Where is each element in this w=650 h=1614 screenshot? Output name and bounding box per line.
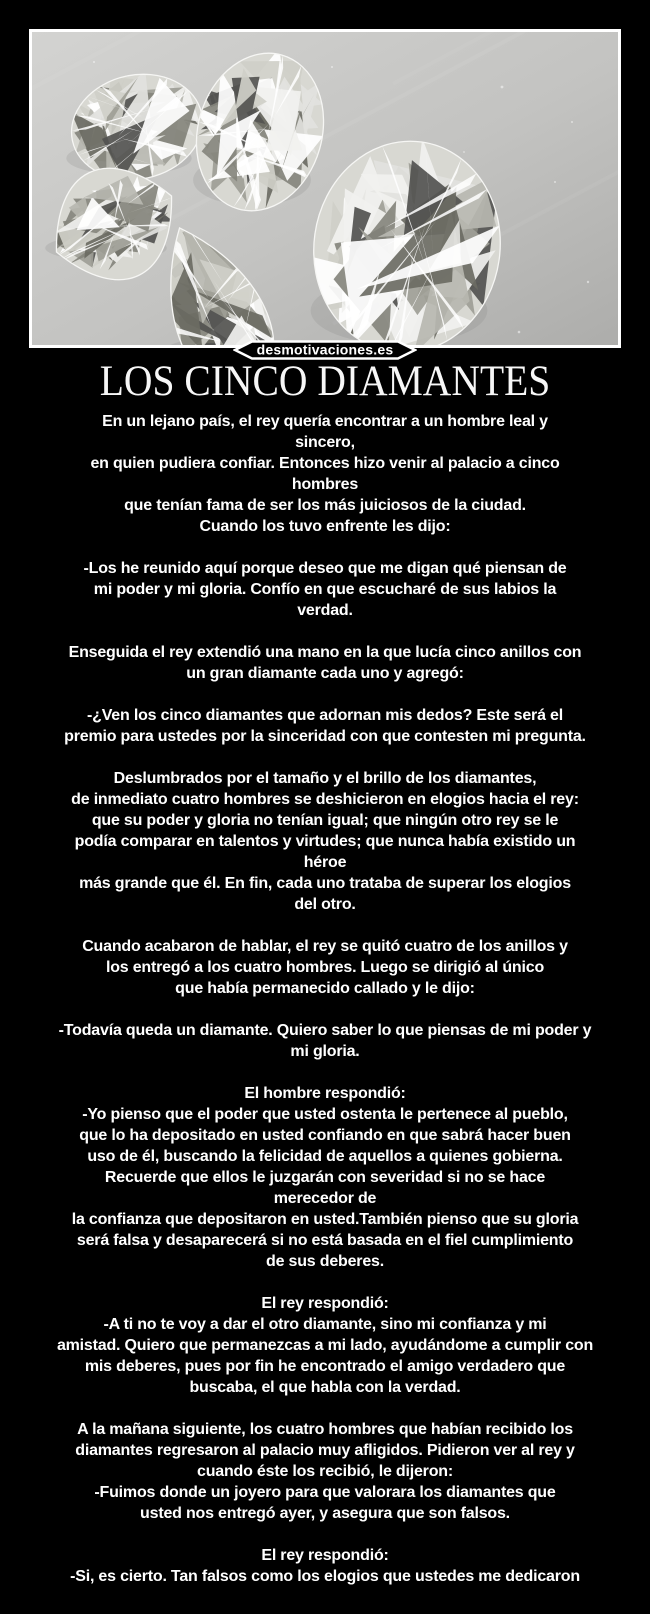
body-line: buscaba, el que habla con la verdad. bbox=[189, 1379, 461, 1396]
body-line: En un lejano país, el rey quería encontrar a un hombre leal y bbox=[102, 413, 548, 430]
body-line: El rey respondió: bbox=[261, 1295, 389, 1312]
body-line: -Los he reunido aquí porque deseo que me digan qué piensan de bbox=[83, 560, 567, 577]
body-line: -Todavía queda un diamante. Quiero saber lo que piensas de mi poder y bbox=[58, 1022, 592, 1039]
body-line: Cuando los tuvo enfrente les dijo: bbox=[199, 518, 451, 535]
body-line bbox=[0, 747, 650, 768]
body-line: amistad. Quiero que permanezcas a mi lado, ayudándome a cumplir con bbox=[56, 1337, 594, 1354]
body-line: sincero, bbox=[295, 434, 355, 451]
body-line bbox=[0, 1272, 650, 1293]
body-line bbox=[0, 684, 650, 705]
body-line: uso de él, buscando la felicidad de aquellos a quienes gobierna. bbox=[87, 1148, 563, 1165]
body-line: mis deberes, pues por fin he encontrado el amigo verdadero que bbox=[84, 1358, 566, 1375]
body-line: A la mañana siguiente, los cuatro hombres que habían recibido los bbox=[77, 1421, 573, 1438]
body-line: Deslumbrados por el tamaño y el brillo de los diamantes, bbox=[113, 770, 537, 787]
body-line bbox=[0, 915, 650, 936]
body-line: de sus deberes. bbox=[266, 1253, 384, 1270]
body-line: -¿Ven los cinco diamantes que adornan mis dedos? Este será el bbox=[87, 707, 563, 724]
body-line: hombres bbox=[291, 476, 359, 493]
body-line: diamantes regresaron al palacio muy afligidos. Pidieron ver al rey y bbox=[75, 1442, 575, 1459]
body-line bbox=[0, 1524, 650, 1545]
body-line bbox=[0, 621, 650, 642]
body-line: que había permanecido callado y le dijo: bbox=[175, 980, 475, 997]
body-line: podía comparar en talentos y virtudes; que nunca había existido un bbox=[74, 833, 576, 850]
body-line: cuando éste los recibió, le dijeron: bbox=[197, 1463, 453, 1480]
body-line: -Fuimos donde un joyero para que valorara los diamantes que bbox=[94, 1484, 556, 1501]
page-title: LOS CINCO DIAMANTES bbox=[99, 358, 551, 405]
body-line: El rey respondió: bbox=[261, 1547, 389, 1564]
body-line bbox=[0, 999, 650, 1020]
body-line: -Yo pienso que el poder que usted ostenta le pertenece al pueblo, bbox=[82, 1106, 568, 1123]
body-line: Cuando acabaron de hablar, el rey se quitó cuatro de los anillos y bbox=[82, 938, 568, 955]
body-line: mi poder y mi gloria. Confío en que escucharé de sus labios la bbox=[93, 581, 557, 598]
body-line: de inmediato cuatro hombres se deshicieron en elogios hacia el rey: bbox=[71, 791, 579, 808]
body-line: mi gloria. bbox=[290, 1043, 360, 1060]
body-line: que lo ha depositado en usted confiando en que sabrá hacer buen bbox=[79, 1127, 571, 1144]
body-line: que tenían fama de ser los más juiciosos de la ciudad. bbox=[124, 497, 526, 514]
body-line: será falsa y desaparecerá si no está basada en el fiel cumplimiento bbox=[76, 1232, 574, 1249]
diamonds-photo bbox=[32, 32, 618, 345]
body-line: la confianza que depositaron en usted.También pienso que su gloria bbox=[71, 1211, 579, 1228]
watermark-label: desmotivaciones.es bbox=[256, 341, 394, 358]
story-text bbox=[0, 411, 650, 1587]
body-line: que su poder y gloria no tenían igual; que ningún otro rey se le bbox=[91, 812, 559, 829]
body-line: -A ti no te voy a dar el otro diamante, sino mi confianza y mi bbox=[103, 1316, 547, 1333]
body-line: más grande que él. En fin, cada uno trataba de superar los elogios bbox=[79, 875, 571, 892]
body-line: en quien pudiera confiar. Entonces hizo venir al palacio a cinco bbox=[90, 455, 560, 472]
body-line: premio para ustedes por la sinceridad con que contesten mi pregunta. bbox=[64, 728, 586, 745]
body-line: merecedor de bbox=[273, 1190, 377, 1207]
body-line bbox=[0, 1062, 650, 1083]
photo-frame bbox=[29, 29, 621, 358]
body-line: El hombre respondió: bbox=[244, 1085, 406, 1102]
body-line: héroe bbox=[303, 854, 347, 871]
body-line: Recuerde que ellos le juzgarán con severidad si no se hace bbox=[104, 1169, 546, 1186]
body-line: Enseguida el rey extendió una mano en la que lucía cinco anillos con bbox=[68, 644, 582, 661]
body-line: un gran diamante cada uno y agregó: bbox=[186, 665, 464, 682]
body-line: -Si, es cierto. Tan falsos como los elogios que ustedes me dedicaron bbox=[70, 1568, 580, 1585]
body-line: usted nos entregó ayer, y asegura que son falsos. bbox=[140, 1505, 510, 1522]
body-line bbox=[0, 537, 650, 558]
body-line: verdad. bbox=[297, 602, 353, 619]
body-line: del otro. bbox=[294, 896, 356, 913]
body-line bbox=[0, 1398, 650, 1419]
body-line: los entregó a los cuatro hombres. Luego se dirigió al único bbox=[105, 959, 545, 976]
